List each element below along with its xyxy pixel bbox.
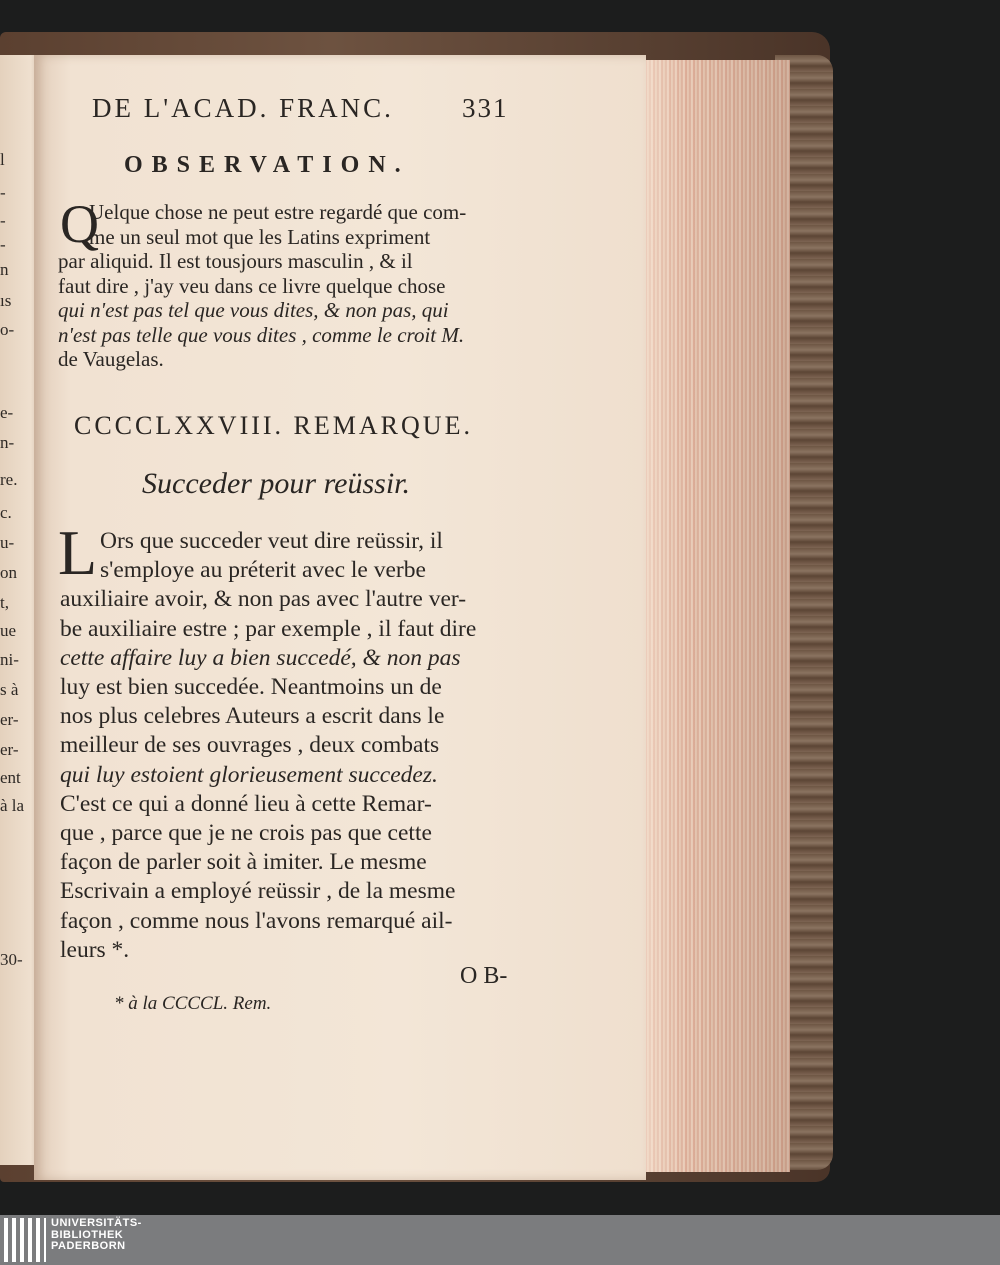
left-fragment: re. — [0, 470, 18, 489]
library-logo-icon — [4, 1218, 46, 1262]
text-line: faut dire , j'ay veu dans ce livre quelque chose — [58, 273, 446, 298]
footnote: * à la CCCCL. Rem. — [114, 993, 272, 1014]
text-line: façon , comme nous l'avons remarqué ail- — [60, 907, 453, 934]
left-fragment: - — [0, 183, 6, 202]
text-line: façon de parler soit à imiter. Le mesme — [60, 849, 427, 876]
text-line: de Vaugelas. — [58, 347, 164, 371]
text-line: Escrivain a employé reüssir , de la mesme — [60, 878, 456, 905]
logo-line: UNIVERSITÄTS- — [51, 1217, 142, 1229]
left-fragment: er- — [0, 740, 19, 759]
left-fragment: n — [0, 260, 9, 279]
remarque-paragraph — [60, 527, 524, 965]
text-line: nos plus celebres Auteurs a escrit dans le — [60, 703, 445, 730]
text-line: C'est ce qui a donné lieu à cette Remar- — [60, 790, 432, 817]
left-fragment: l — [0, 150, 5, 169]
drop-cap-q: Q — [60, 194, 99, 254]
text-line: auxiliaire avoir, & non pas avec l'autre ver- — [60, 586, 467, 613]
left-fragment: t, — [0, 593, 9, 612]
text-line: me un seul mot que les Latins expriment — [89, 224, 431, 249]
left-fragment: - — [0, 235, 6, 254]
page-fore-edge-shade — [640, 60, 790, 1172]
catchword: O B- — [460, 963, 508, 989]
text-line: par aliquid. Il est tousjours masculin , & il — [58, 249, 413, 273]
text-line: que , parce que je ne crois pas que cette — [60, 820, 432, 847]
text-line: Uelque chose ne peut estre regardé que com- — [89, 200, 467, 224]
left-fragment: ıs — [0, 291, 12, 310]
text-line: meilleur de ses ouvrages , deux combats — [60, 732, 440, 759]
left-fragment: ent — [0, 768, 21, 787]
text-line: luy est bien succedée. Neantmoins un de — [60, 674, 442, 701]
drop-cap-l: L — [58, 517, 98, 588]
left-fragment: à la — [0, 796, 25, 815]
left-fragment: on — [0, 563, 17, 582]
text-line: qui n'est pas tel que vous dites, & non pas, qui — [58, 298, 449, 322]
left-fragment: n- — [0, 433, 15, 452]
recto-page — [34, 55, 646, 1180]
left-fragment: s à — [0, 680, 19, 699]
remarque-subtitle: Succeder pour reüssir. — [142, 467, 411, 500]
logo-line: PADERBORN — [51, 1240, 126, 1252]
left-fragment: ni- — [0, 650, 19, 669]
text-line: leurs *. — [60, 936, 130, 963]
logo-line: BIBLIOTHEK — [51, 1228, 124, 1241]
left-fragment: c. — [0, 503, 12, 522]
page-number: 331 — [462, 93, 509, 123]
left-fragment: e- — [0, 403, 14, 422]
observation-paragraph — [58, 200, 518, 372]
left-fragment: er- — [0, 710, 19, 729]
library-footer-bar — [0, 1215, 1000, 1265]
left-fragment: - — [0, 211, 6, 230]
library-logo-text — [51, 1218, 142, 1253]
text-line: Ors que succeder veut dire reüssir, il — [100, 528, 443, 554]
text-line: qui luy estoient glorieusement succedez. — [60, 761, 438, 788]
running-head: DE L'ACAD. FRANC. — [92, 93, 394, 123]
text-line: n'est pas telle que vous dites , comme le croit M. — [58, 322, 465, 347]
text-line: cette affaire luy a bien succedé, & non pas — [60, 644, 461, 671]
left-fragment: o- — [0, 320, 15, 339]
text-line: s'employe au préterit avec le verbe — [100, 557, 426, 584]
remarque-heading: CCCCLXXVIII. REMARQUE. — [74, 411, 473, 440]
left-fragment: 30- — [0, 950, 23, 969]
text-line: be auxiliaire estre ; par exemple , il faut dire — [60, 615, 477, 642]
left-fragment: ue — [0, 621, 17, 640]
observation-heading: OBSERVATION. — [124, 152, 410, 178]
left-fragment: u- — [0, 533, 15, 552]
